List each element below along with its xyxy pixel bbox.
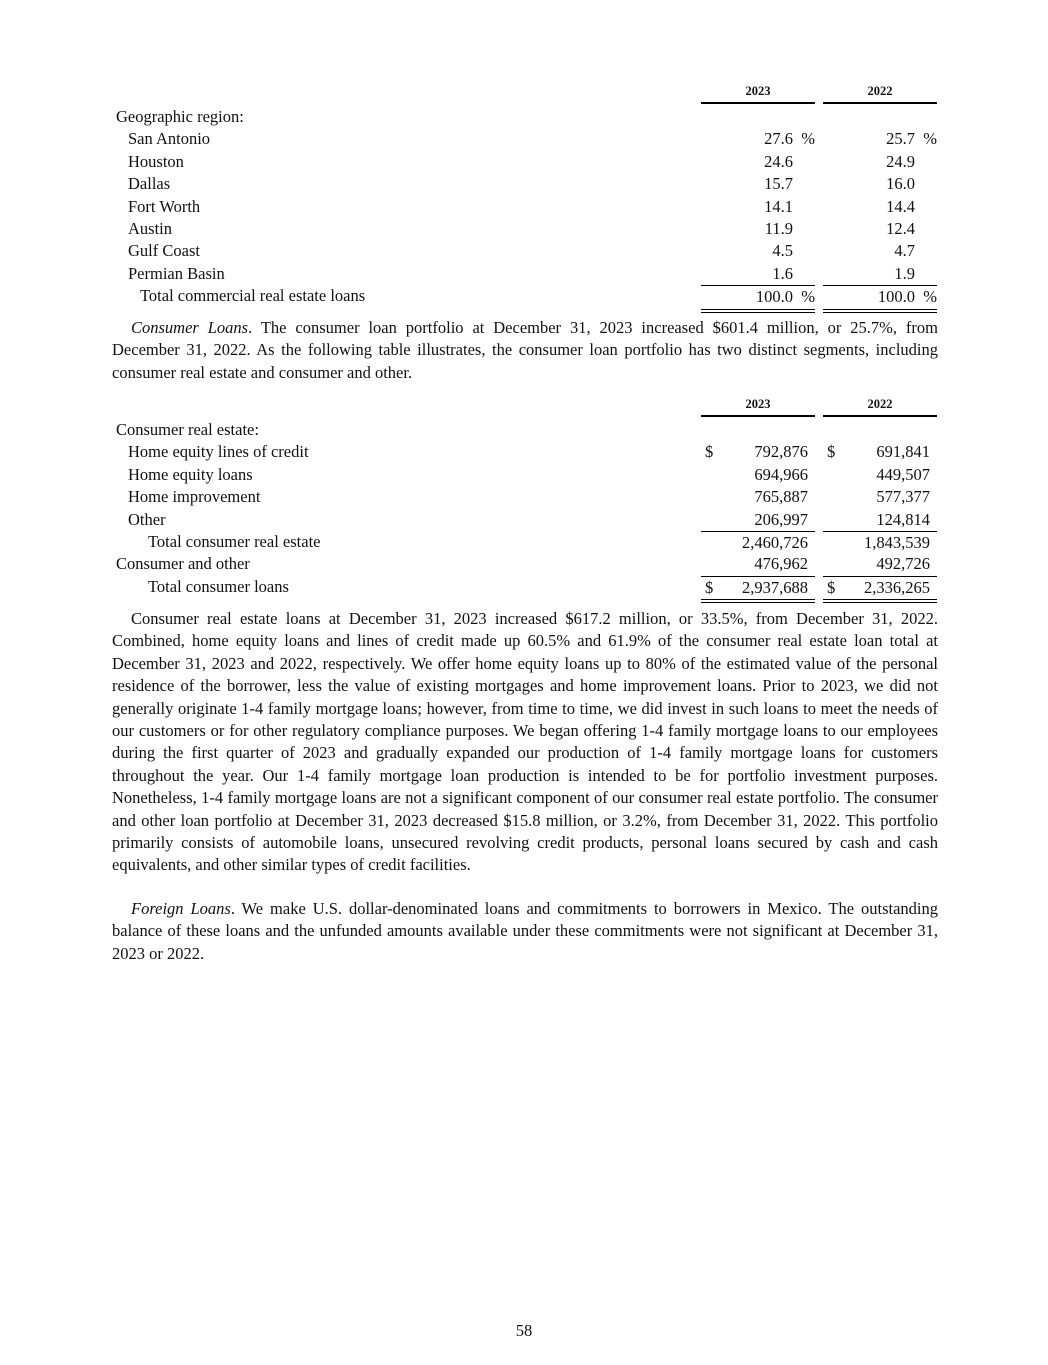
value: 4.5 xyxy=(772,241,793,261)
table-row xyxy=(112,151,938,173)
value: 2,336,265 xyxy=(864,577,930,597)
value: 449,507 xyxy=(876,464,930,484)
table-row xyxy=(112,173,938,195)
value: 14.4 xyxy=(886,196,915,216)
column-header-2023: 2023 xyxy=(701,84,815,104)
table-row xyxy=(112,531,938,553)
value: 25.7 xyxy=(886,129,915,149)
value-cell-2022 xyxy=(823,576,937,603)
value-cell-2023 xyxy=(701,531,815,554)
value-cell-2023 xyxy=(701,128,815,150)
percent-sign: % xyxy=(923,129,937,149)
table-row xyxy=(112,218,938,240)
row-label: San Antonio xyxy=(128,129,211,149)
row-label: Gulf Coast xyxy=(128,241,200,261)
value: 124,814 xyxy=(876,509,930,529)
consumer-loans-table xyxy=(112,397,938,598)
row-label: Fort Worth xyxy=(128,196,201,216)
column-header-2022: 2022 xyxy=(823,84,937,104)
value-cell-2022 xyxy=(823,486,937,508)
column-header-2023: 2023 xyxy=(701,397,815,417)
consumer-loans-paragraph xyxy=(112,317,938,384)
table-row xyxy=(112,441,938,463)
value-cell-2022 xyxy=(823,128,937,150)
value: 694,966 xyxy=(754,464,808,484)
value-cell-2022 xyxy=(823,464,937,486)
value: 206,997 xyxy=(754,509,808,529)
value-cell-2023 xyxy=(701,240,815,262)
percent-sign: % xyxy=(801,129,815,149)
value-cell-2022 xyxy=(823,509,937,531)
value-cell-2023 xyxy=(701,553,815,575)
value-cell-2022 xyxy=(823,218,937,240)
section-label: Geographic region: xyxy=(116,107,244,126)
table-header xyxy=(112,397,938,419)
geographic-region-table xyxy=(112,84,938,308)
value-cell-2023 xyxy=(701,218,815,240)
table-row xyxy=(112,509,938,531)
value-cell-2022 xyxy=(823,531,937,554)
value: 15.7 xyxy=(764,174,793,194)
value-cell-2022 xyxy=(823,441,937,463)
value: 2,937,688 xyxy=(742,577,808,597)
table-row xyxy=(112,240,938,262)
column-header-2022: 2022 xyxy=(823,397,937,417)
table-row xyxy=(112,196,938,218)
value-cell-2022 xyxy=(823,173,937,195)
value-cell-2023 xyxy=(701,285,815,312)
value: 2,460,726 xyxy=(742,532,808,552)
table-row xyxy=(112,486,938,508)
row-label: Home improvement xyxy=(128,487,261,507)
value: 24.9 xyxy=(886,151,915,171)
value: 577,377 xyxy=(876,487,930,507)
value-cell-2022 xyxy=(823,285,937,312)
value: 1,843,539 xyxy=(864,532,930,552)
total-row xyxy=(112,285,938,307)
paragraph-text: . The consumer loan portfolio at December 31, 2023 increased $601.4 million, or 25.7%, from December 31, 2022. As the following table illustrates, the consumer loan portfolio has two distinct segments, including consumer real estate and consumer and other. xyxy=(112,318,939,382)
value-cell-2023 xyxy=(701,576,815,603)
row-label: Total consumer real estate xyxy=(148,531,321,551)
value-cell-2023 xyxy=(701,263,815,285)
value-cell-2023 xyxy=(701,441,815,463)
row-label: Consumer and other xyxy=(116,554,250,574)
row-label: Other xyxy=(128,509,166,529)
table-row xyxy=(112,553,938,575)
row-label: Houston xyxy=(128,151,184,171)
paragraph-title: Consumer Loans xyxy=(131,318,249,337)
total-row xyxy=(112,576,938,598)
consumer-real-estate-paragraph: Consumer real estate loans at December 31, 2023 increased $617.2 million, or 33.5%, from December 31, 2022. Combined, home equity loans and lines of credit made up 60.5% and 61.9% of the consumer real estate loan total at December 31, 2023 and 2022, respectively. We offer home equity loans up to 80% of the estimated value of the personal residence of the borrower, less the value of existing mortgages and home improvement loans. Prior to 2023, we did not generally originate 1-4 family mortgage loans; however, from time to time, we did invest in such loans to meet the needs of our customers or for other regulatory compliance purposes. We began offering 1-4 family mortgage loans to our employees during the first quarter of 2023 and gradually expanded our production of 1-4 family mortgage loans for customers throughout the year. Our 1-4 family mortgage loan production is intended to be for portfolio investment purposes. Nonetheless, 1-4 family mortgage loans are not a significant component of our consumer real estate portfolio. The consumer and other loan portfolio at December 31, 2023 decreased $15.8 million, or 3.2%, from December 31, 2022. This portfolio primarily consists of automobile loans, unsecured revolving credit products, personal loans secured by cash and cash equivalents, and other similar types of credit facilities. xyxy=(112,609,938,875)
currency-sign: $ xyxy=(705,442,714,462)
value: 691,841 xyxy=(876,442,930,462)
value-cell-2023 xyxy=(701,486,815,508)
table-header xyxy=(112,84,938,106)
row-label: Home equity lines of credit xyxy=(128,442,309,462)
paragraph-text: . We make U.S. dollar-denominated loans and commitments to borrowers in Mexico. The outstanding balance of these loans and the unfunded amounts available under these commitments were not significant at December 31, 2023 or 2022. xyxy=(112,899,938,963)
currency-sign: $ xyxy=(705,577,714,597)
value-cell-2022 xyxy=(823,553,937,575)
percent-sign: % xyxy=(923,287,937,307)
value-cell-2023 xyxy=(701,509,815,531)
value-cell-2022 xyxy=(823,263,937,285)
currency-sign: $ xyxy=(827,577,836,597)
table-row xyxy=(112,464,938,486)
table-row xyxy=(112,128,938,150)
value: 24.6 xyxy=(764,151,793,171)
row-label: Total consumer loans xyxy=(148,576,289,596)
value: 14.1 xyxy=(764,196,793,216)
row-label: Permian Basin xyxy=(128,263,225,283)
value-cell-2023 xyxy=(701,151,815,173)
row-label: Austin xyxy=(128,218,173,238)
value: 476,962 xyxy=(754,554,808,574)
currency-sign: $ xyxy=(827,442,836,462)
row-label: Dallas xyxy=(128,174,171,194)
value-cell-2022 xyxy=(823,196,937,218)
value-cell-2022 xyxy=(823,240,937,262)
value: 792,876 xyxy=(754,442,808,462)
value-cell-2023 xyxy=(701,196,815,218)
value: 1.6 xyxy=(772,263,793,283)
section-label-row xyxy=(112,106,938,128)
page-number: 58 xyxy=(515,1321,533,1340)
value: 16.0 xyxy=(886,174,915,194)
value: 492,726 xyxy=(876,554,930,574)
value: 100.0 xyxy=(877,287,915,307)
row-label: Home equity loans xyxy=(128,464,253,484)
paragraph-title: Foreign Loans xyxy=(131,899,231,918)
value: 27.6 xyxy=(764,129,793,149)
value-cell-2023 xyxy=(701,173,815,195)
percent-sign: % xyxy=(801,287,815,307)
table-row xyxy=(112,263,938,285)
value: 11.9 xyxy=(764,218,793,238)
value-cell-2022 xyxy=(823,151,937,173)
row-label: Total commercial real estate loans xyxy=(140,286,366,306)
section-label: Consumer real estate: xyxy=(116,420,259,439)
value-cell-2023 xyxy=(701,464,815,486)
section-label-row xyxy=(112,419,938,441)
value: 12.4 xyxy=(886,218,915,238)
value: 765,887 xyxy=(754,487,808,507)
foreign-loans-paragraph xyxy=(112,898,938,965)
value: 100.0 xyxy=(755,287,793,307)
value: 1.9 xyxy=(894,263,915,283)
value: 4.7 xyxy=(894,241,915,261)
